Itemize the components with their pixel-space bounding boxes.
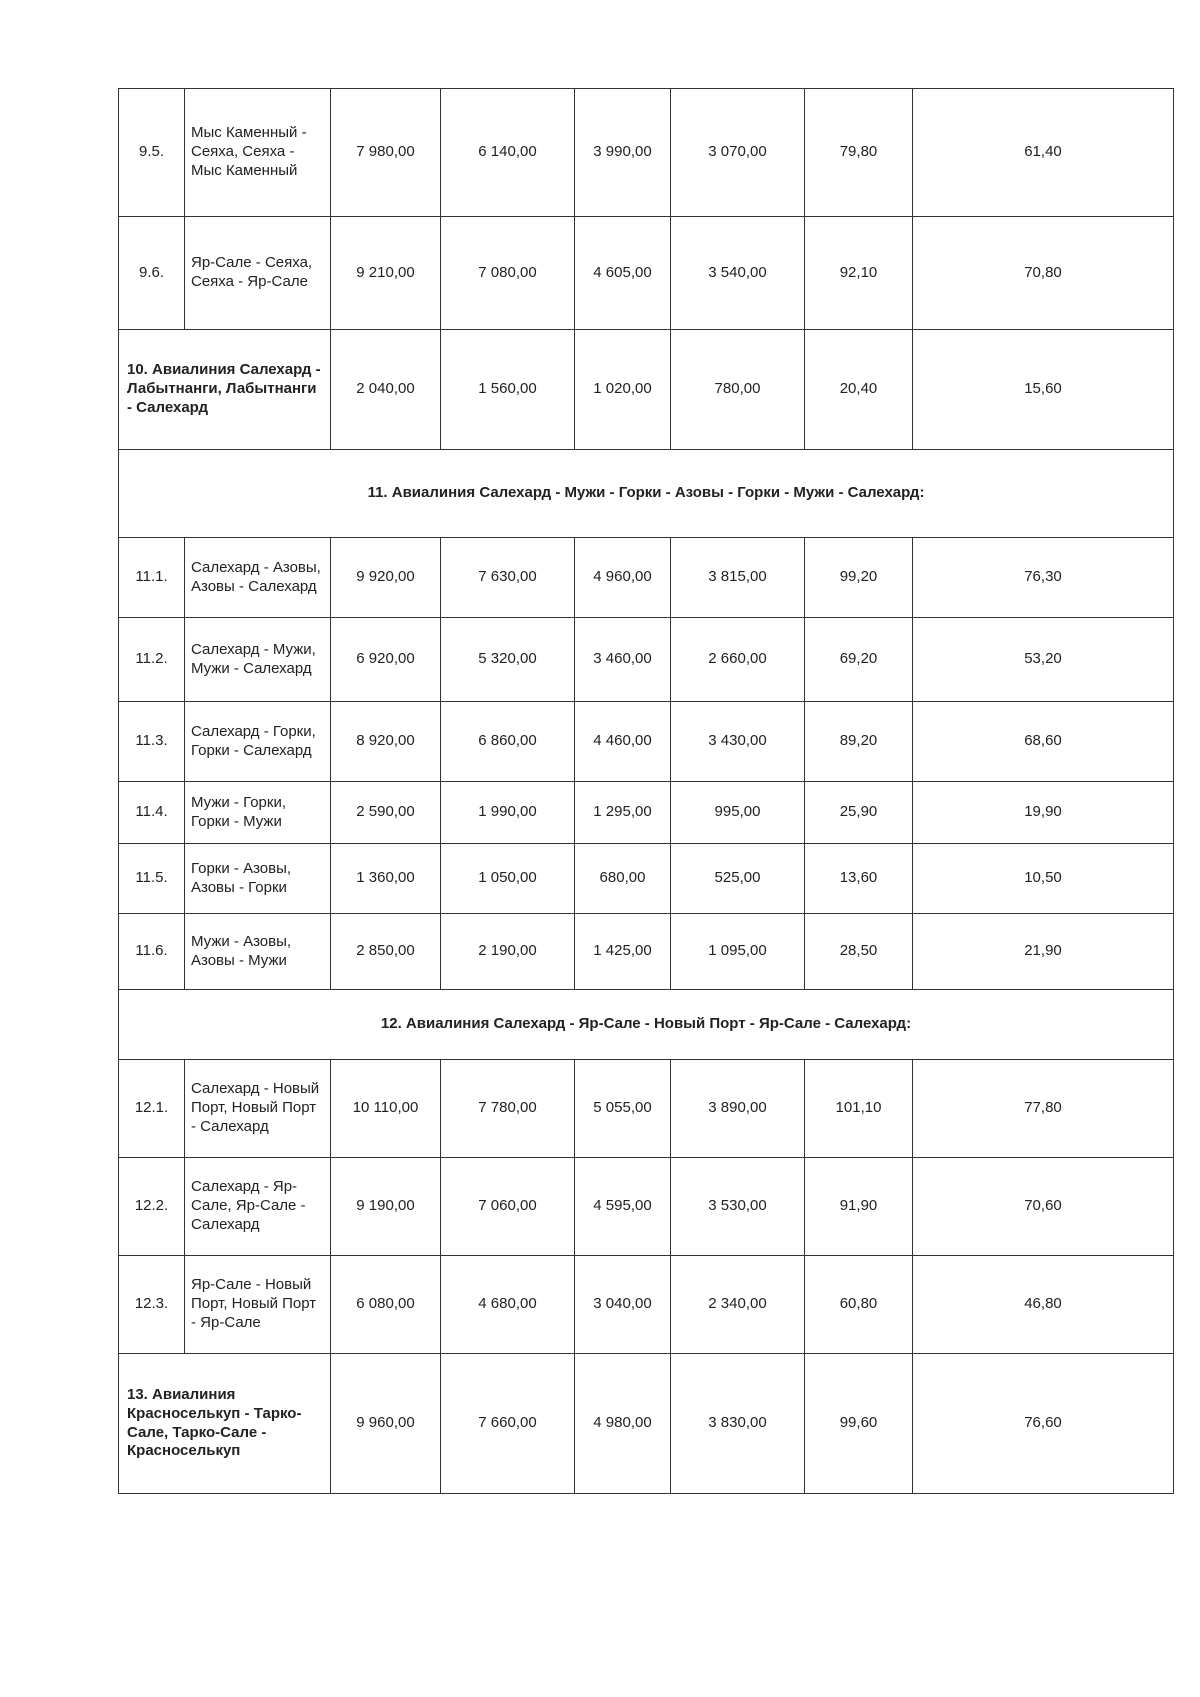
fare-value-cell: 5 320,00: [441, 618, 575, 702]
fare-value-cell: 1 095,00: [671, 914, 805, 990]
fare-value-cell: 6 920,00: [331, 618, 441, 702]
fare-value-cell: 53,20: [913, 618, 1174, 702]
fare-value-cell: 7 630,00: [441, 538, 575, 618]
fare-table-body: [119, 89, 1174, 1494]
route-name: Яр-Сале - Сеяха, Сеяха - Яр-Сале: [185, 217, 331, 330]
group-row: [119, 330, 1174, 450]
route-name: Мужи - Азовы, Азовы - Мужи: [185, 914, 331, 990]
fare-value-cell: 3 460,00: [575, 618, 671, 702]
section-title: 11. Авиалиния Салехард - Мужи - Горки - Азовы - Горки - Мужи - Салехард:: [119, 450, 1174, 538]
fare-value-cell: 8 920,00: [331, 702, 441, 782]
fare-value-cell: 68,60: [913, 702, 1174, 782]
fare-value-cell: 3 815,00: [671, 538, 805, 618]
table-row: [119, 1256, 1174, 1354]
route-name: Салехард - Новый Порт, Новый Порт - Салехард: [185, 1060, 331, 1158]
table-row: [119, 782, 1174, 844]
fare-value-cell: 2 190,00: [441, 914, 575, 990]
fare-value-cell: 9 190,00: [331, 1158, 441, 1256]
fare-value-cell: 4 980,00: [575, 1354, 671, 1494]
fare-value-cell: 995,00: [671, 782, 805, 844]
group-title: 10. Авиалиния Салехард - Лабытнанги, Лабытнанги - Салехард: [119, 330, 331, 450]
fare-value-cell: 76,60: [913, 1354, 1174, 1494]
table-row: [119, 1060, 1174, 1158]
fare-value-cell: 4 460,00: [575, 702, 671, 782]
route-name: Салехард - Яр-Сале, Яр-Сале - Салехард: [185, 1158, 331, 1256]
route-name: Салехард - Горки, Горки - Салехард: [185, 702, 331, 782]
fare-value-cell: 3 040,00: [575, 1256, 671, 1354]
table-row: [119, 844, 1174, 914]
table-row: [119, 1158, 1174, 1256]
table-row: [119, 702, 1174, 782]
fare-value-cell: 2 340,00: [671, 1256, 805, 1354]
fare-value-cell: 9 960,00: [331, 1354, 441, 1494]
fare-value-cell: 79,80: [805, 89, 913, 217]
group-title: 13. Авиалиния Красноселькуп - Тарко-Сале, Тарко-Сале - Красноселькуп: [119, 1354, 331, 1494]
section-header-row: [119, 990, 1174, 1060]
fare-value-cell: 10 110,00: [331, 1060, 441, 1158]
fare-value-cell: 15,60: [913, 330, 1174, 450]
fare-value-cell: 70,80: [913, 217, 1174, 330]
fare-value-cell: 1 360,00: [331, 844, 441, 914]
route-name: Мужи - Горки, Горки - Мужи: [185, 782, 331, 844]
fare-value-cell: 46,80: [913, 1256, 1174, 1354]
fare-value-cell: 1 425,00: [575, 914, 671, 990]
table-row: [119, 538, 1174, 618]
fare-value-cell: 60,80: [805, 1256, 913, 1354]
row-number: 11.4.: [119, 782, 185, 844]
fare-value-cell: 1 020,00: [575, 330, 671, 450]
fare-value-cell: 92,10: [805, 217, 913, 330]
fare-value-cell: 19,90: [913, 782, 1174, 844]
row-number: 9.6.: [119, 217, 185, 330]
fare-value-cell: 9 210,00: [331, 217, 441, 330]
fare-value-cell: 77,80: [913, 1060, 1174, 1158]
fare-value-cell: 5 055,00: [575, 1060, 671, 1158]
route-name: Салехард - Мужи, Мужи - Салехард: [185, 618, 331, 702]
fare-value-cell: 20,40: [805, 330, 913, 450]
fare-value-cell: 2 660,00: [671, 618, 805, 702]
table-row: [119, 914, 1174, 990]
fare-value-cell: 61,40: [913, 89, 1174, 217]
fare-value-cell: 3 430,00: [671, 702, 805, 782]
table-row: [119, 89, 1174, 217]
fare-value-cell: 4 605,00: [575, 217, 671, 330]
fare-value-cell: 99,60: [805, 1354, 913, 1494]
route-name: Мыс Каменный - Сеяха, Сеяха - Мыс Каменный: [185, 89, 331, 217]
row-number: 11.3.: [119, 702, 185, 782]
fare-value-cell: 4 595,00: [575, 1158, 671, 1256]
fare-value-cell: 9 920,00: [331, 538, 441, 618]
section-header-row: [119, 450, 1174, 538]
fare-value-cell: 6 860,00: [441, 702, 575, 782]
fare-value-cell: 780,00: [671, 330, 805, 450]
fare-value-cell: 4 960,00: [575, 538, 671, 618]
section-title: 12. Авиалиния Салехард - Яр-Сале - Новый Порт - Яр-Сале - Салехард:: [119, 990, 1174, 1060]
fare-value-cell: 7 660,00: [441, 1354, 575, 1494]
table-row: [119, 618, 1174, 702]
fare-value-cell: 25,90: [805, 782, 913, 844]
route-name: Горки - Азовы, Азовы - Горки: [185, 844, 331, 914]
fare-value-cell: 2 850,00: [331, 914, 441, 990]
row-number: 11.2.: [119, 618, 185, 702]
fare-value-cell: 1 990,00: [441, 782, 575, 844]
group-row: [119, 1354, 1174, 1494]
row-number: 12.2.: [119, 1158, 185, 1256]
fare-table-sheet: [118, 88, 1173, 1494]
row-number: 12.1.: [119, 1060, 185, 1158]
row-number: 12.3.: [119, 1256, 185, 1354]
fare-value-cell: 99,20: [805, 538, 913, 618]
row-number: 11.6.: [119, 914, 185, 990]
fare-value-cell: 1 295,00: [575, 782, 671, 844]
fare-value-cell: 7 780,00: [441, 1060, 575, 1158]
table-row: [119, 217, 1174, 330]
fare-value-cell: 76,30: [913, 538, 1174, 618]
fare-value-cell: 21,90: [913, 914, 1174, 990]
fare-value-cell: 525,00: [671, 844, 805, 914]
row-number: 11.1.: [119, 538, 185, 618]
route-name: Яр-Сале - Новый Порт, Новый Порт - Яр-Сале: [185, 1256, 331, 1354]
fare-value-cell: 6 080,00: [331, 1256, 441, 1354]
fare-value-cell: 91,90: [805, 1158, 913, 1256]
fare-value-cell: 70,60: [913, 1158, 1174, 1256]
fare-value-cell: 89,20: [805, 702, 913, 782]
fare-value-cell: 3 530,00: [671, 1158, 805, 1256]
fare-table: [118, 88, 1174, 1494]
fare-value-cell: 3 830,00: [671, 1354, 805, 1494]
fare-value-cell: 3 540,00: [671, 217, 805, 330]
row-number: 11.5.: [119, 844, 185, 914]
row-number: 9.5.: [119, 89, 185, 217]
fare-value-cell: 7 980,00: [331, 89, 441, 217]
fare-value-cell: 3 890,00: [671, 1060, 805, 1158]
route-name: Салехард - Азовы, Азовы - Салехард: [185, 538, 331, 618]
fare-value-cell: 7 060,00: [441, 1158, 575, 1256]
fare-value-cell: 1 050,00: [441, 844, 575, 914]
fare-value-cell: 10,50: [913, 844, 1174, 914]
fare-value-cell: 28,50: [805, 914, 913, 990]
fare-value-cell: 680,00: [575, 844, 671, 914]
fare-value-cell: 69,20: [805, 618, 913, 702]
fare-value-cell: 6 140,00: [441, 89, 575, 217]
fare-value-cell: 7 080,00: [441, 217, 575, 330]
fare-value-cell: 3 990,00: [575, 89, 671, 217]
fare-value-cell: 3 070,00: [671, 89, 805, 217]
fare-value-cell: 2 590,00: [331, 782, 441, 844]
fare-value-cell: 101,10: [805, 1060, 913, 1158]
fare-value-cell: 13,60: [805, 844, 913, 914]
fare-value-cell: 1 560,00: [441, 330, 575, 450]
fare-value-cell: 2 040,00: [331, 330, 441, 450]
fare-value-cell: 4 680,00: [441, 1256, 575, 1354]
